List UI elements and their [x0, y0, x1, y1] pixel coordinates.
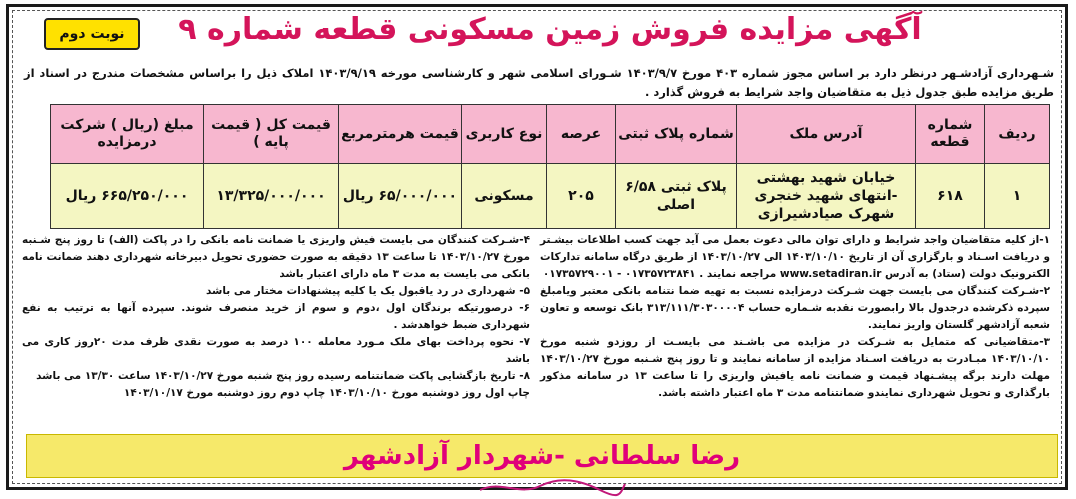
cell-total-price: ۱۳/۳۲۵/۰۰۰/۰۰۰ — [204, 164, 339, 229]
page-title: آگهی مزایده فروش زمین مسکونی قطعه شماره ۹ — [178, 12, 922, 47]
cell-row-number: ۱ — [985, 164, 1050, 229]
print-dates: چاپ اول روز دوشنبه مورخ ۱۴۰۳/۱۰/۱۰ چاپ دوم روز دوشنبه مورخ ۱۴۰۳/۱۰/۱۷ — [123, 387, 530, 399]
cell-area: ۲۰۵ — [547, 164, 616, 229]
condition-item: ۱-از کلیه متقاضیان واجد شرایط و دارای توان مالی دعوت بعمل می آید جهت کسب اطلاعات بیشـتر و دریافت اسـناد و بارگزاری آن از تاریخ ۱۴۰۳/۱۰/۱۰ الی ۱۴۰۳/۱۰/۲۷ از طریق درگاه سامانه تدارکات الکترونیک دولت (ستاد) به آدرس www.setadiran.ir مراجعه نمایند . ۰۱۷۳۵۷۲۳۸۴۱ - ۰۱۷۳۵۷۲۹۰۰۱ — [540, 234, 1050, 280]
condition-item: ۷- نحوه پرداخت بهای ملک مـورد معامله ۱۰۰ درصد به صورت نقدی ظرف مدت ۲۰روز کاری می باشد — [22, 336, 530, 365]
cell-address: خیابان شهید بهشتی -انتهای شهید خنجری شهرک صیادشیرازی — [737, 164, 916, 229]
cell-parcel: ۶۱۸ — [916, 164, 985, 229]
header-parcel: شماره قطعه — [916, 105, 985, 164]
mayor-signature-bar: رضا سلطانی -شهردار آزادشهر — [26, 434, 1058, 478]
cell-deposit: ۶۶۵/۲۵۰/۰۰۰ ریال — [51, 164, 204, 229]
intro-paragraph: شـهرداری آزادشـهر درنظر دارد بر اساس مجوز شماره ۴۰۳ مورخ ۱۴۰۳/۹/۷ شـورای اسلامی شهر و کارشناسی مورخه ۱۴۰۳/۹/۱۹ املاک ذیل را براساس مشخصات مندرج در اسناد از طریق مزایده طبق جدول ذیل به متقاضیان واجد شرایط به فروش گذارد . — [24, 66, 1054, 99]
auction-table — [50, 104, 1050, 229]
header-row-number: ردیف — [985, 105, 1050, 164]
cell-unit-price: ۶۵/۰۰۰/۰۰۰ ریال — [339, 164, 462, 229]
table-row — [51, 164, 1050, 229]
condition-item: ۲-شـرکت کنندگان می بایست جهت شـرکت درمزایده نسبت به تهیه ضما نتنامه بانکی معتبر ویامبلغ سپرده ذکرشده درجدول بالا رابصورت نقدبه شـماره حساب ۳۱۳/۱۱۱/۳۰۳۰۰۰۰۴ بانک توسعه و تعاون شعبه آزادشهر گلستان واریز نمایند. — [540, 285, 1050, 331]
publication-badge: نوبت دوم — [44, 18, 140, 50]
cell-usage: مسکونی — [462, 164, 547, 229]
header-plaque: شماره پلاک ثبتی — [616, 105, 737, 164]
header-total-price: قیمت کل ( قیمت پایه ) — [204, 105, 339, 164]
condition-item: ۵- شهرداری در رد یاقبول یک یا کلیه پیشنهادات مختار می باشد — [205, 285, 530, 297]
table-header-row — [51, 105, 1050, 164]
header-address: آدرس ملک — [737, 105, 916, 164]
condition-item: ۴-شـرکت کنندگان می بایست فیش واریزی یا ضمانت نامه بانکی را در پاکت (الف) تا روز پنج شـنبه مورخ ۱۴۰۳/۱۰/۲۷ تا ساعت ۱۳ دقیقه به صورت حضوری تحویل دبیرخانه شهرداری دهند ضمانت نامه بانکی می بایست به مدت ۳ ماه دارای اعتبار باشد — [22, 234, 530, 280]
header-usage: نوع کاربری — [462, 105, 547, 164]
header-unit-price: قیمت هرمترمربع — [339, 105, 462, 164]
handwritten-signature — [470, 476, 630, 498]
condition-item: ۳-متقاضیانی که متمایل به شـرکت در مزایده می باشـند می بایسـت از روزدو شنبه مورخ ۱۴۰۳/۱۰/۱۰ مبـادرت به دریافت اسـناد مزایده از سامانه نمایند و تا روز پنج شـنبه مورخ ۱۴۰۳/۱۰/۲۷ مهلت دارند برگه پیشـنهاد قیمت و ضمانت نامه یافیش واریزی را تا ساعت ۱۳ در سامانه مذکور بارگذاری و تحویل شهرداری نمایندو ضمانتنامه مدت ۳ ماه اعتبار داشته باشد. — [540, 336, 1050, 399]
conditions-left-column — [22, 232, 530, 402]
header-deposit: مبلغ (ریال ) شرکت درمزایده — [51, 105, 204, 164]
condition-item: ۶- درصورتیکه برندگان اول ،دوم و سوم از خرید منصرف شوند. سپرده آنها به ترتیب به نفع شهرداری ضبط خواهدشد . — [22, 302, 530, 331]
cell-plaque: پلاک ثبتی ۶/۵۸ اصلی — [616, 164, 737, 229]
condition-item: ۸- تاریخ بازگشایی پاکت ضمانتنامه رسیده روز پنج شنبه مورخ ۱۴۰۳/۱۰/۲۷ ساعت ۱۳/۳۰ می باشد — [36, 370, 530, 382]
header-area: عرصه — [547, 105, 616, 164]
conditions-right-column — [540, 232, 1050, 402]
